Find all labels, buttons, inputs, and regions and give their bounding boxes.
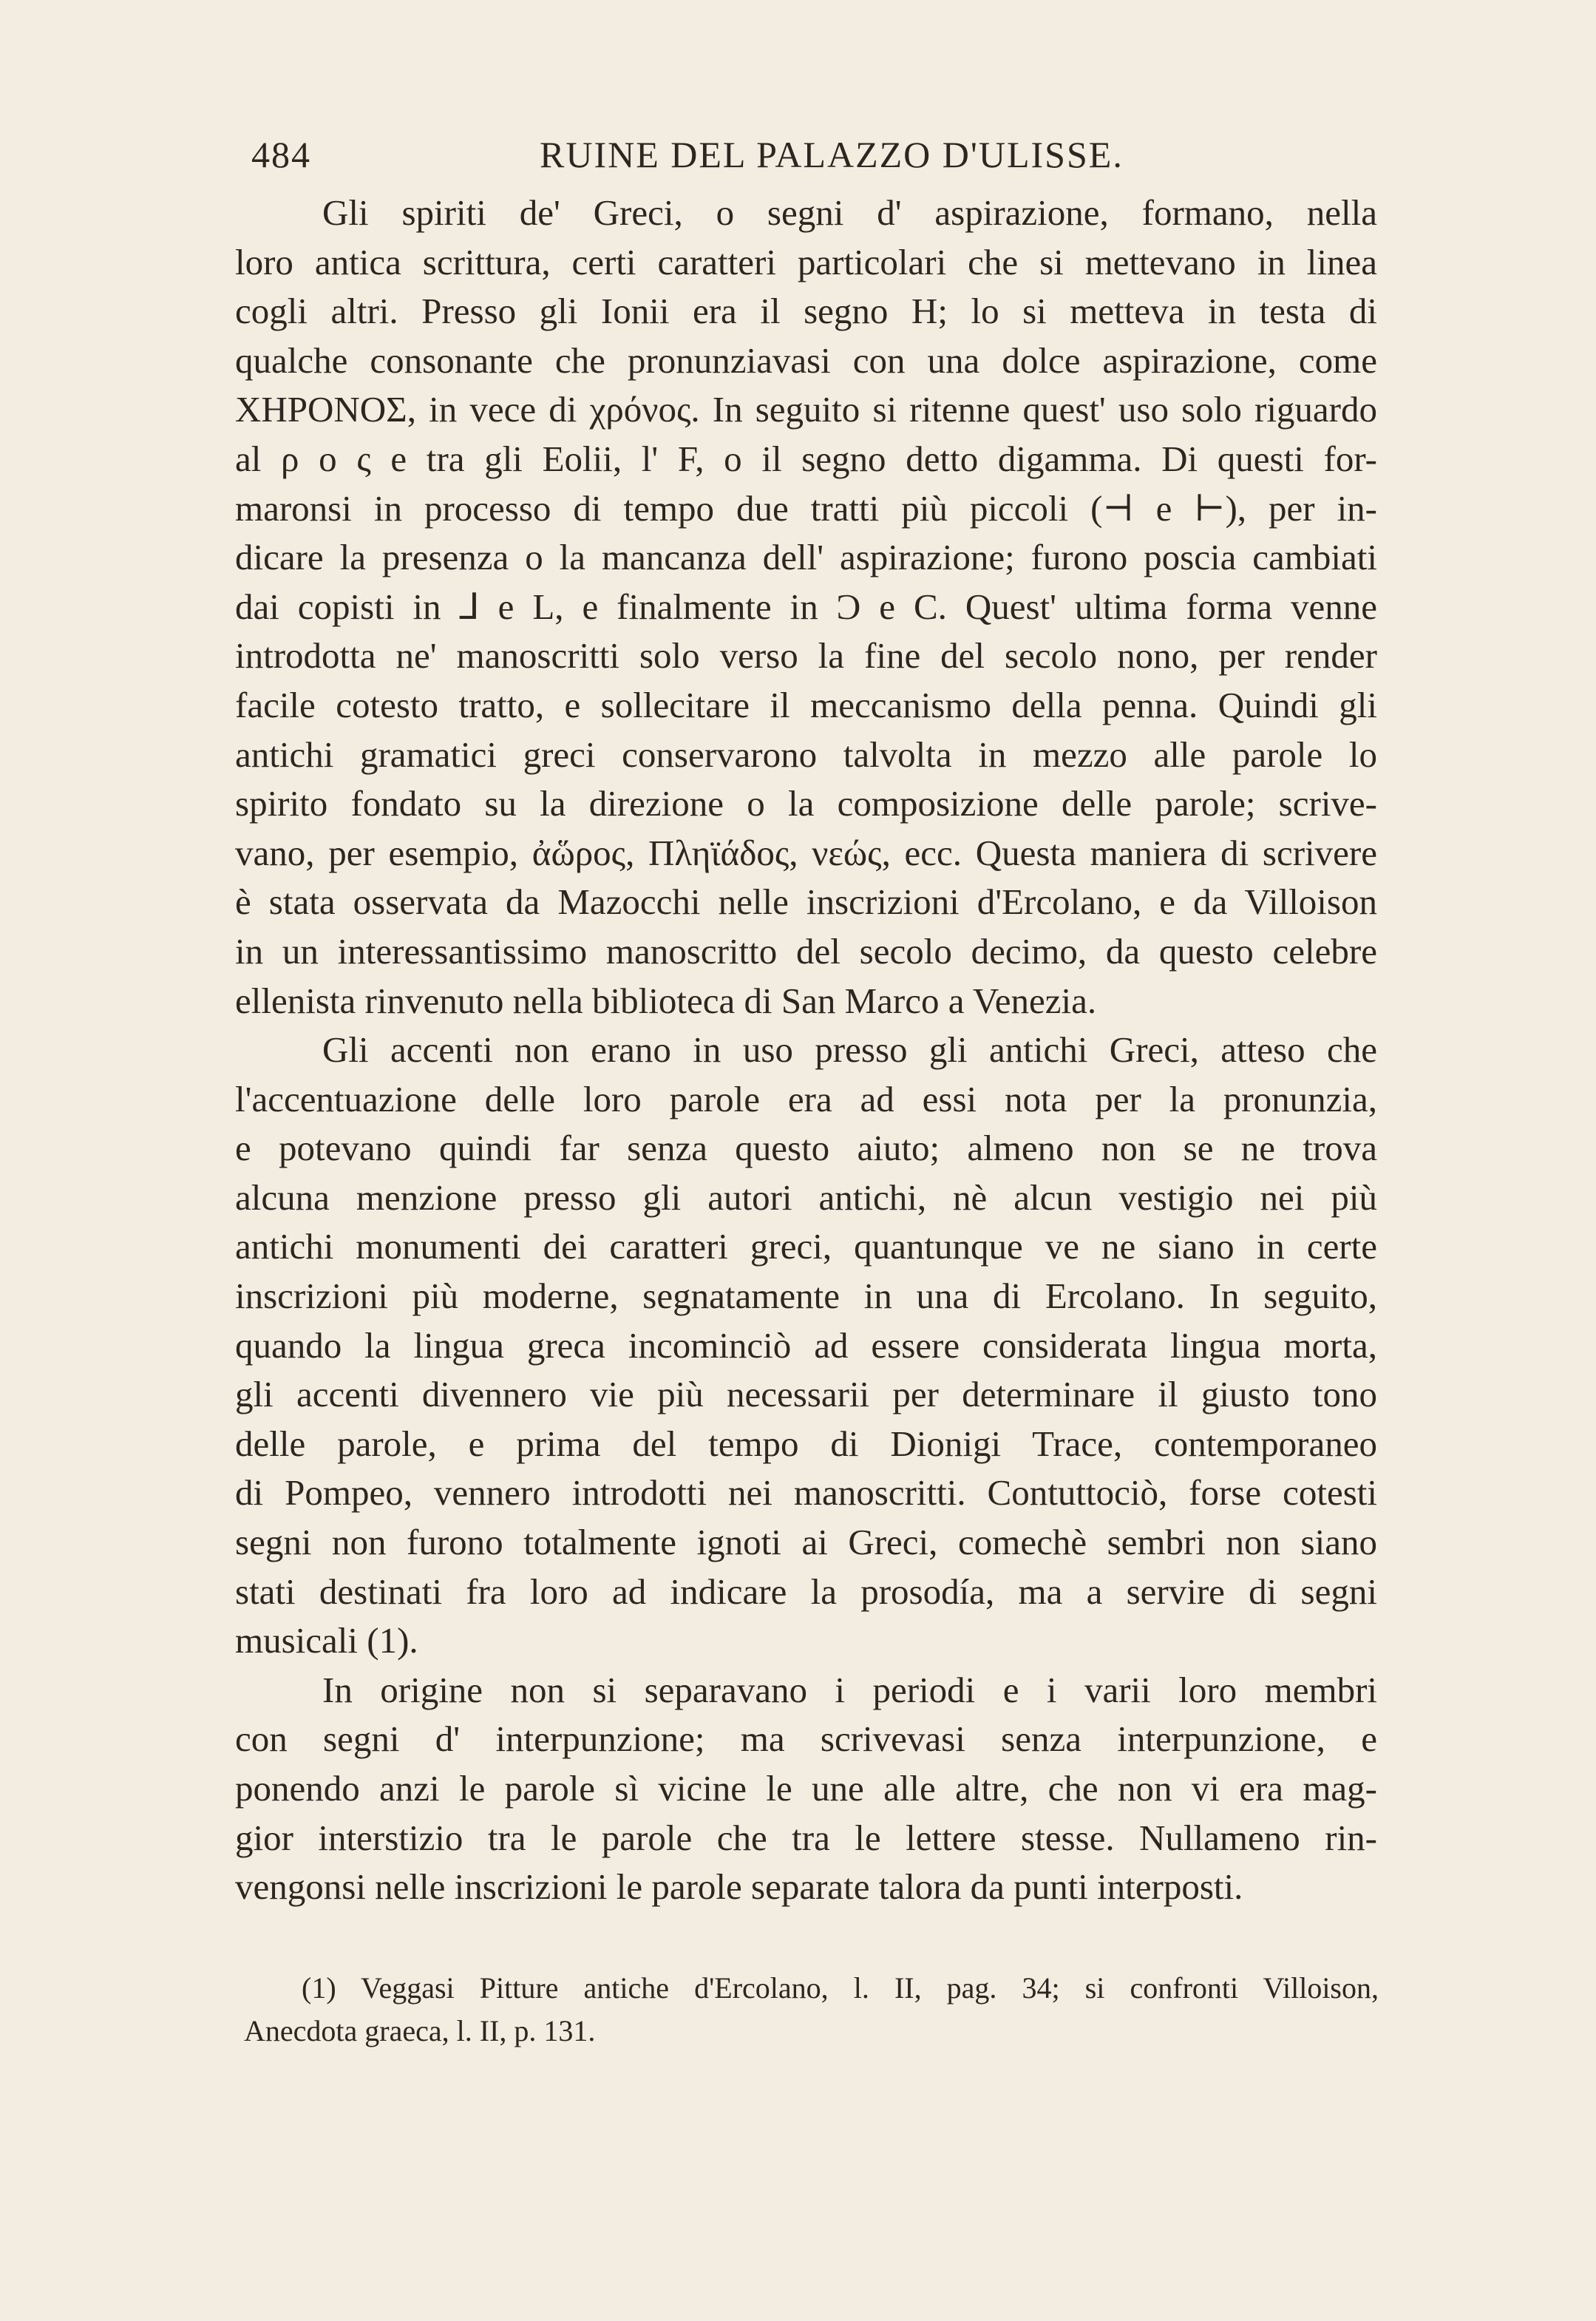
text-line: segni non furono totalmente ignoti ai Greci, comechè sembri non siano: [235, 1522, 1377, 1563]
text-line: con segni d' interpunzione; ma scrivevasi senza interpunzione, e: [235, 1718, 1377, 1760]
text-line: è stata osservata da Mazocchi nelle inscrizioni d'Ercolano, e da Villoison: [235, 881, 1377, 923]
text-line: gli accenti divennero vie più necessarii per determinare il giusto tono: [235, 1374, 1377, 1415]
paragraph-interpunzione: [235, 1666, 1377, 1912]
footnote: [244, 1967, 1379, 2053]
text-line: facile cotesto tratto, e sollecitare il meccanismo della penna. Quindi gli: [235, 684, 1377, 725]
text-line: qualche consonante che pronunziavasi con una dolce aspirazione, come: [235, 339, 1377, 381]
text-line: di Pompeo, vennero introdotti nei manoscritti. Contuttociò, forse cotesti: [235, 1472, 1377, 1514]
text-line: In origine non si separavano i periodi e i varii loro membri: [322, 1669, 1377, 1710]
text-line: introdotta ne' manoscritti solo verso la fine del secolo nono, per render: [235, 635, 1377, 677]
text-line: (1) Veggasi Pitture antiche d'Ercolano, l. II, pag. 34; si confronti Villoison,: [302, 1971, 1379, 2005]
text-line: cogli altri. Presso gli Ionii era il segno H; lo si metteva in testa di: [235, 291, 1377, 332]
body-text: [235, 189, 1377, 1912]
text-line: ponendo anzi le parole sì vicine le une alle altre, che non vi era mag-: [235, 1768, 1377, 1809]
text-line: e potevano quindi far senza questo aiuto; almeno non se ne trova: [235, 1128, 1377, 1169]
page-number: 484: [251, 134, 311, 175]
text-line: vano, per esempio, ἀὥρος, Πληϊάδος, νεώς, ecc. Questa maniera di scrivere: [235, 832, 1377, 873]
text-line: antichi gramatici greci conservarono talvolta in mezzo alle parole lo: [235, 733, 1377, 775]
text-line: stati destinati fra loro ad indicare la prosodía, ma a servire di segni: [235, 1571, 1377, 1612]
text-line: vengonsi nelle inscrizioni le parole separate talora da punti interposti.: [235, 1866, 1243, 1908]
text-line: delle parole, e prima del tempo di Dionigi Trace, contemporaneo: [235, 1423, 1377, 1464]
text-line: loro antica scrittura, certi caratteri particolari che si mettevano in linea: [235, 241, 1377, 282]
text-line: in un interessantissimo manoscritto del secolo decimo, da questo celebre: [235, 930, 1377, 972]
page-header: [251, 133, 1124, 185]
text-line: dicare la presenza o la mancanza dell' aspirazione; furono poscia cambiati: [235, 537, 1377, 578]
text-line: dai copisti in ⅃ e L, e finalmente in Ͻ e C. Quest' ultima forma venne: [235, 586, 1377, 627]
text-line: quando la lingua greca incominciò ad essere considerata lingua morta,: [235, 1324, 1377, 1366]
text-line: maronsi in processo di tempo due tratti più piccoli (⊣ e ⊢), per in-: [235, 487, 1377, 529]
text-line: alcuna menzione presso gli autori antichi, nè alcun vestigio nei più: [235, 1176, 1377, 1218]
text-line: inscrizioni più moderne, segnatamente in una di Ercolano. In seguito,: [235, 1275, 1377, 1317]
text-line: ΧΗΡΟΝΟΣ, in vece di χρόνος. In seguito si ritenne quest' uso solo riguardo: [235, 389, 1377, 430]
text-line: l'accentuazione delle loro parole era ad essi nota per la pronunzia,: [235, 1078, 1377, 1119]
text-line: al ρ o ς e tra gli Eolii, l' F, o il segno detto digamma. Di questi for-: [235, 438, 1377, 479]
running-title: RUINE DEL PALAZZO D'ULISSE.: [540, 134, 1124, 175]
text-line: ellenista rinvenuto nella biblioteca di San Marco a Venezia.: [235, 980, 1097, 1021]
text-line: Anecdota graeca, l. II, p. 131.: [244, 2014, 596, 2047]
paragraph-accenti: [235, 1026, 1377, 1666]
text-line: Gli spiriti de' Greci, o segni d' aspirazione, formano, nella: [322, 192, 1377, 233]
text-line: musicali (1).: [235, 1620, 418, 1661]
text-line: gior interstizio tra le parole che tra le lettere stesse. Nullameno rin-: [235, 1817, 1377, 1858]
paragraph-spiriti: [235, 189, 1377, 1026]
text-line: antichi monumenti dei caratteri greci, quantunque ve ne siano in certe: [235, 1226, 1377, 1267]
text-line: Gli accenti non erano in uso presso gli antichi Greci, atteso che: [322, 1029, 1377, 1071]
text-line: spirito fondato su la direzione o la composizione delle parole; scrive-: [235, 783, 1377, 824]
